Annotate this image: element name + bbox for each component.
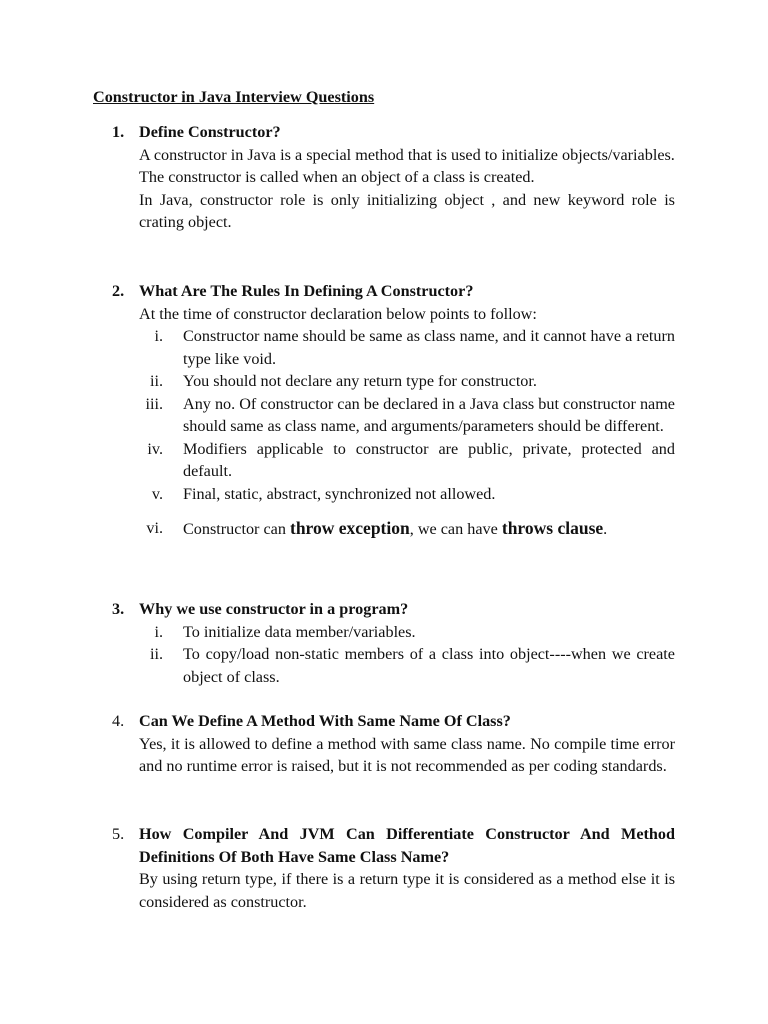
list-item [139, 517, 675, 541]
reasons-list [139, 621, 675, 689]
question-number: 4. [112, 712, 125, 730]
question-2 [112, 280, 675, 541]
answer-paragraph: The constructor is called when an object of a class is created. [139, 168, 535, 186]
question-title: How Compiler And JVM Can Differentiate Constructor And Method Definitions Of Both Have Same Class Name? [139, 825, 675, 866]
rules-list [139, 325, 675, 541]
answer-paragraph: A constructor in Java is a special method that is used to initialize objects/variables. [139, 145, 675, 164]
question-heading [112, 280, 675, 303]
list-item-number: ii. [149, 645, 163, 663]
list-item-text: To initialize data member/variables. [183, 622, 416, 641]
question-number: 1. [112, 123, 125, 141]
page-title: Constructor in Java Interview Questions [93, 88, 375, 106]
question-5 [112, 823, 675, 913]
question-heading [112, 598, 675, 621]
list-item-number: iii. [145, 394, 163, 413]
question-heading [112, 823, 675, 868]
emphasis-text: throw exception [290, 518, 410, 538]
question-heading [112, 710, 675, 733]
question-1 [112, 121, 675, 234]
answer [139, 144, 675, 234]
text-run: . [603, 520, 608, 538]
question-title: Define Constructor? [139, 123, 281, 141]
list-item [139, 325, 675, 370]
answer [139, 303, 675, 541]
list-item-number: vi. [146, 519, 163, 537]
question-number: 2. [112, 282, 125, 300]
answer [139, 621, 675, 689]
question-4 [112, 710, 675, 778]
list-item-text: To copy/load non-static members of a class into object----when we create object of class. [183, 645, 675, 686]
list-item [139, 438, 675, 483]
list-item-number: iv. [147, 439, 163, 458]
list-item [139, 621, 675, 644]
list-item [139, 483, 675, 506]
list-item-number: i. [154, 622, 163, 641]
list-item-text: Constructor name should be same as class name, and it cannot have a return type like void. [183, 327, 675, 368]
answer [139, 868, 675, 913]
question-heading [112, 121, 675, 144]
text-run: Constructor can [183, 520, 290, 538]
emphasis-text: throws clause [501, 518, 604, 538]
question-title: What Are The Rules In Defining A Constructor? [139, 282, 474, 300]
answer [139, 733, 675, 778]
question-title: Why we use constructor in a program? [139, 600, 409, 618]
answer-paragraph: Yes, it is allowed to define a method with same class name. No compile time error and no runtime error is raised, but it is not recommended as per coding standards. [139, 734, 675, 775]
list-item-text [183, 517, 675, 541]
list-item-text: Final, static, abstract, synchronized not allowed. [183, 484, 496, 503]
list-item-text: Any no. Of constructor can be declared in a Java class but constructor name should same as class name, and arguments/parameters should be different. [183, 394, 675, 435]
list-item-text: Modifiers applicable to constructor are public, private, protected and default. [183, 439, 675, 480]
list-item-number: v. [151, 484, 163, 503]
list-item [139, 643, 675, 688]
list-item [139, 370, 675, 393]
question-title: Can We Define A Method With Same Name Of Class? [139, 712, 511, 730]
answer-paragraph: In Java, constructor role is only initializing object , and new keyword role is crating object. [139, 190, 675, 231]
answer-intro: At the time of constructor declaration below points to follow: [139, 304, 537, 323]
question-number: 5. [112, 825, 125, 843]
list-item-text: You should not declare any return type for constructor. [183, 372, 537, 390]
text-run: , we can have [409, 520, 502, 538]
question-number: 3. [112, 600, 125, 618]
question-3 [112, 598, 675, 688]
list-item-number: i. [154, 327, 163, 345]
list-item-number: ii. [149, 372, 163, 390]
answer-paragraph: By using return type, if there is a return type it is considered as a method else it is considered as constructor. [139, 870, 675, 911]
list-item [139, 393, 675, 438]
